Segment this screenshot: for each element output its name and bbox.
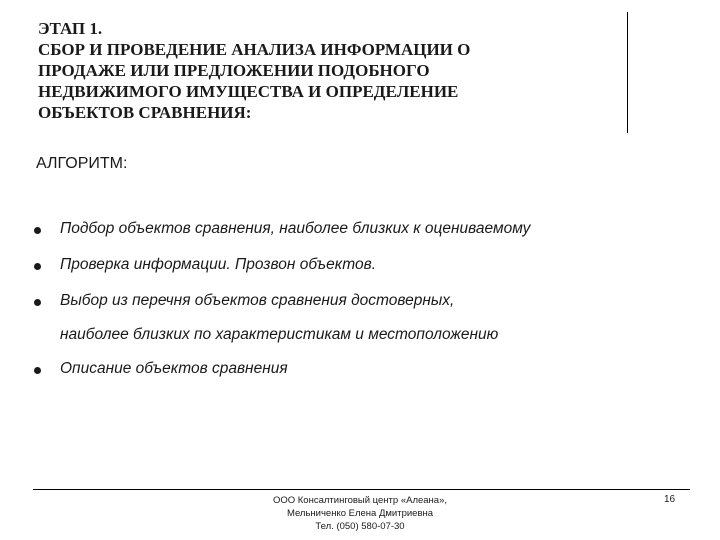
footer-company: ООО Консалтинговый центр «Алеана», bbox=[272, 495, 448, 506]
slide-title bbox=[38, 18, 598, 123]
title-line: ОБЪЕКТОВ СРАВНЕНИЯ: bbox=[38, 103, 252, 122]
bullet-text: Подбор объектов сравнения, наиболее близких к оцениваемому bbox=[60, 220, 531, 237]
bullet-dot-icon bbox=[34, 227, 41, 234]
bullet-text-continuation: наиболее близких по характеристикам и местоположению bbox=[60, 326, 499, 343]
title-line: СБОР И ПРОВЕДЕНИЕ АНАЛИЗА ИНФОРМАЦИИ О bbox=[38, 40, 471, 59]
title-line: НЕДВИЖИМОГО ИМУЩЕСТВА И ОПРЕДЕЛЕНИЕ bbox=[38, 82, 459, 101]
title-line: ЭТАП 1. bbox=[38, 19, 103, 38]
bullet-text: Выбор из перечня объектов сравнения достоверных, bbox=[60, 292, 455, 309]
footer-divider bbox=[33, 489, 690, 490]
bullet-dot-icon bbox=[34, 299, 41, 306]
footer-phone: Тел. (050) 580-07-30 bbox=[315, 521, 405, 532]
algorithm-heading: АЛГОРИТМ: bbox=[36, 155, 128, 172]
title-line: ПРОДАЖЕ ИЛИ ПРЕДЛОЖЕНИИ ПОДОБНОГО bbox=[38, 61, 430, 80]
footer-person: Мельниченко Елена Дмитриевна bbox=[286, 508, 434, 519]
page-number: 16 bbox=[664, 494, 676, 505]
bullet-text: Описание объектов сравнения bbox=[60, 360, 288, 377]
footer-info bbox=[240, 494, 480, 533]
bullet-dot-icon bbox=[34, 263, 41, 270]
bullet-dot-icon bbox=[34, 367, 41, 374]
bullet-text: Проверка информации. Прозвон объектов. bbox=[60, 256, 377, 273]
vertical-divider bbox=[627, 12, 628, 133]
